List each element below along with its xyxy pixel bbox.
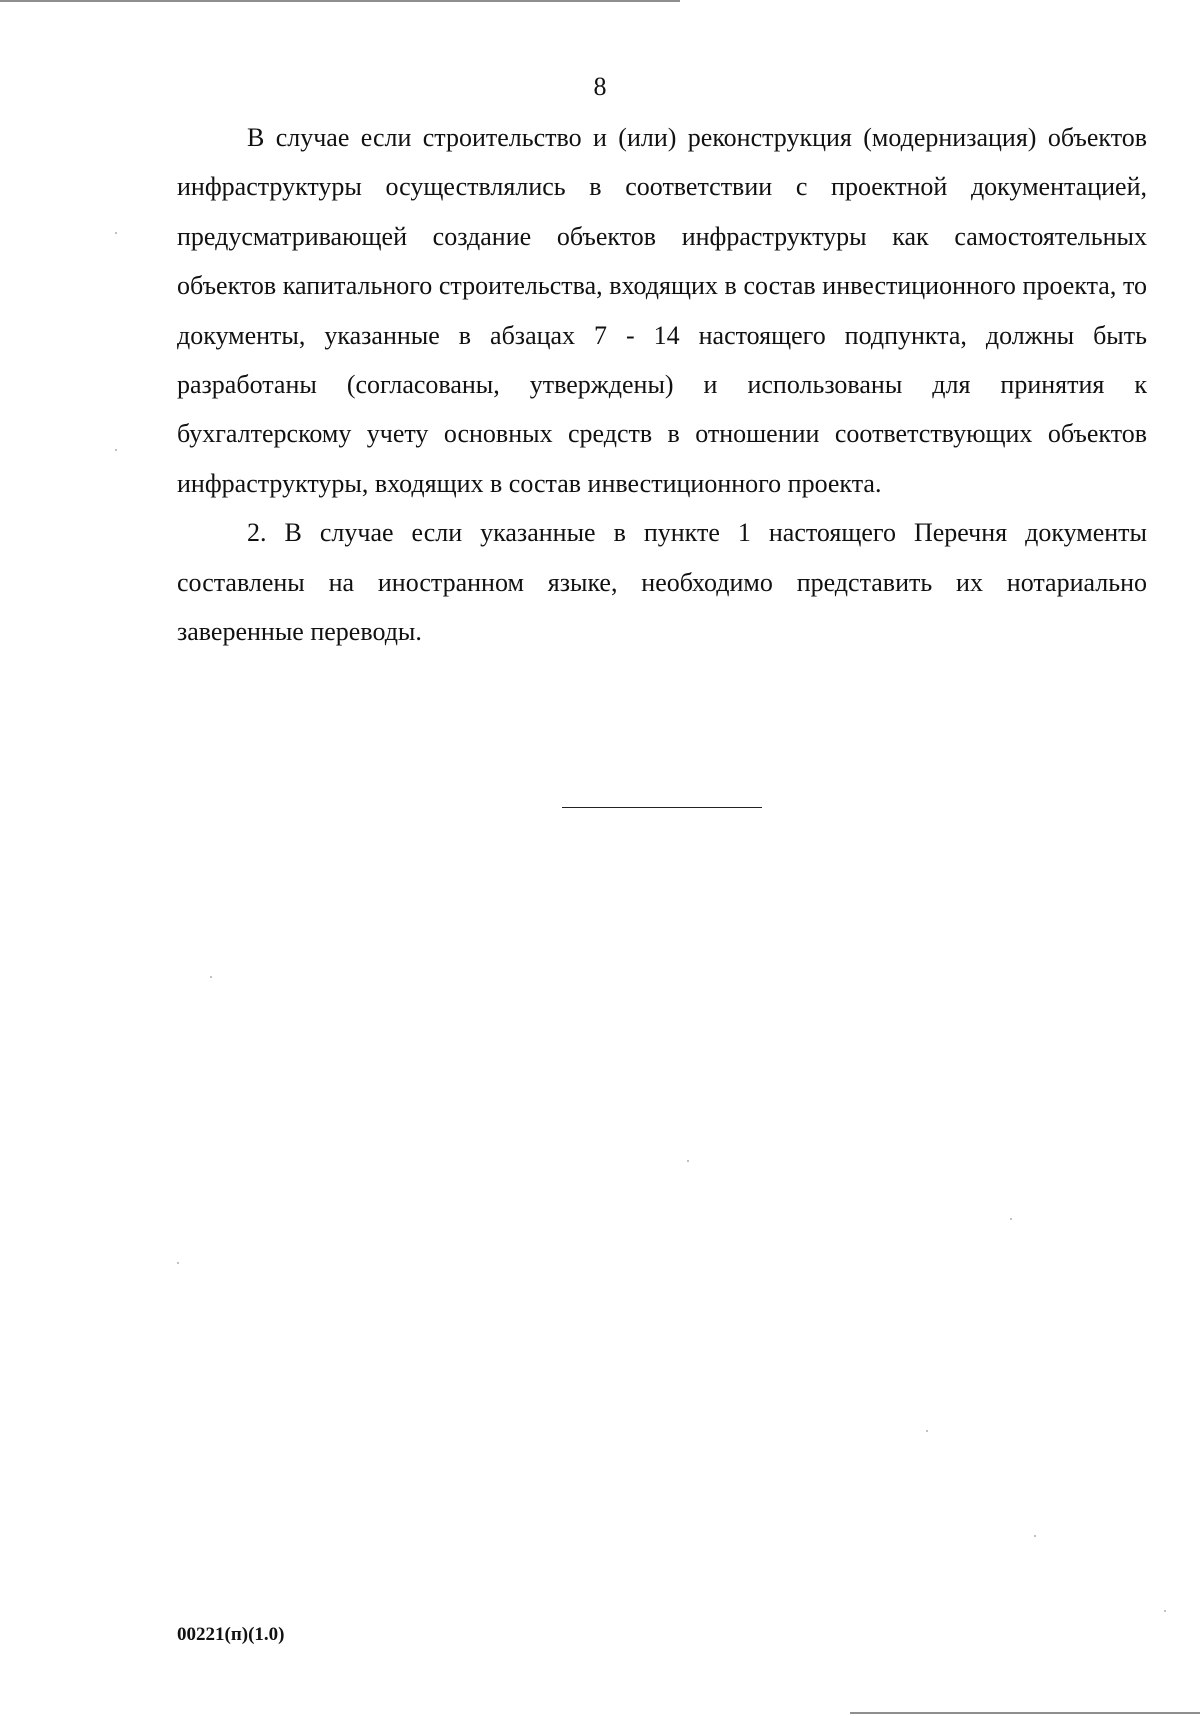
scan-speck: [926, 1430, 928, 1432]
end-separator-line: [562, 807, 762, 808]
scan-edge-top: [0, 0, 680, 2]
scan-speck: [115, 232, 117, 234]
scan-speck: [210, 976, 212, 978]
paragraph-infrastructure: В случае если строительство и (или) реконструкция (модернизация) объектов инфраструктуры осуществлялись в соответствии с проектной документацией, предусматривающей создание объектов инфраструктуры как самостоятельных объектов капитального строительства, входящих в состав инвестиционного проекта, то документы, указанные в абзацах 7 - 14 настоящего подпункта, должны быть разработаны (согласованы, утверждены) и использованы для принятия к бухгалтерскому учету основных средств в отношении соответствующих объектов инфраструктуры, входящих в состав инвестиционного проекта.: [177, 123, 1147, 498]
document-code: 00221(п)(1.0): [177, 1624, 285, 1645]
scan-speck: [177, 1262, 179, 1264]
paragraph-foreign-language: 2. В случае если указанные в пункте 1 настоящего Перечня документы составлены на иностранном языке, необходимо представить их нотариально заверенные переводы.: [177, 518, 1147, 647]
page-number: 8: [593, 72, 607, 101]
document-body: [177, 113, 1147, 656]
scan-speck: [115, 449, 117, 451]
scan-speck: [1164, 1610, 1166, 1612]
scan-speck: [687, 1160, 689, 1162]
scan-edge-bottom: [850, 1712, 1200, 1714]
scan-speck: [1010, 1218, 1012, 1220]
scan-speck: [1034, 1535, 1036, 1537]
